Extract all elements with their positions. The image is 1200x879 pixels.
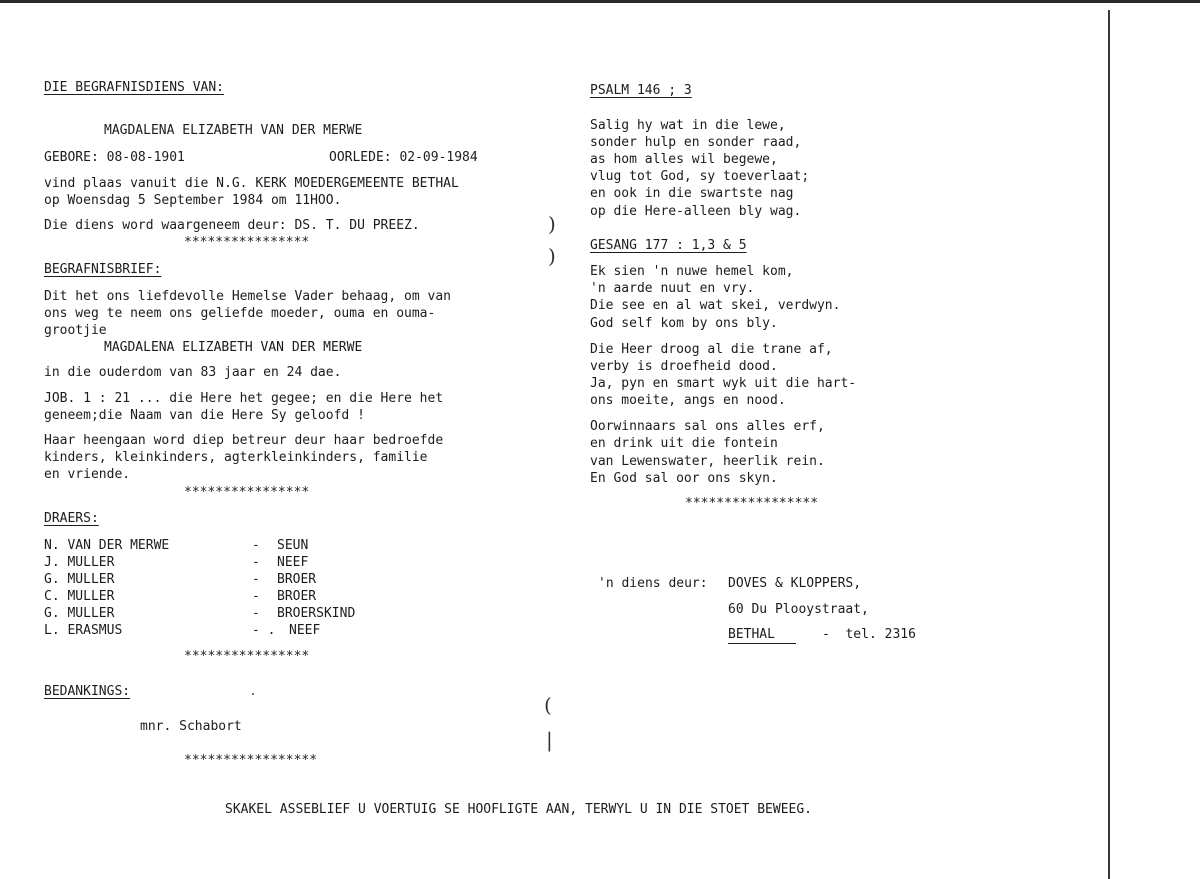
separator-stars: **************** [184, 485, 310, 500]
letter-line: Dit het ons liefdevolle Hemelse Vader behaag, om van [44, 289, 451, 304]
bearer-relation: BROER [277, 572, 317, 587]
fold-mark: ) [548, 244, 556, 268]
thanks-name: mnr. Schabort [140, 719, 242, 734]
letter-line: grootjie [44, 323, 107, 338]
letter-line: ons weg te neem ons geliefde moeder, ouma en ouma- [44, 306, 436, 321]
service-heading: DIE BEGRAFNISDIENS VAN: [44, 80, 225, 95]
bearer-name: L. ERASMUS [44, 623, 123, 638]
bearer-dash: - [252, 606, 260, 621]
age-line: in die ouderdom van 83 jaar en 24 dae. [44, 365, 342, 380]
hymn-line: van Lewenswater, heerlik rein. [590, 454, 825, 469]
hymn-line: Die Heer droog al die trane af, [590, 342, 833, 357]
hymn-line: Ek sien 'n nuwe hemel kom, [590, 264, 794, 279]
date-line: op Woensdag 5 September 1984 om 11HOO. [44, 193, 342, 208]
psalm-line: sonder hulp en sonder raad, [590, 135, 802, 150]
psalm-line: as hom alles wil begewe, [590, 152, 778, 167]
hymn-line: verby is droefheid dood. [590, 359, 778, 374]
bearers-heading: DRAERS: [44, 511, 99, 526]
deceased-name: MAGDALENA ELIZABETH VAN DER MERWE [104, 123, 363, 138]
psalm-line: op die Here-alleen bly wag. [590, 204, 802, 219]
hymn-line: 'n aarde nuut en vry. [590, 281, 755, 296]
bearer-name: N. VAN DER MERWE [44, 538, 170, 553]
mourning-line: kinders, kleinkinders, agterkleinkinders, familie [44, 450, 428, 465]
psalm-line: vlug tot God, sy toeverlaat; [590, 169, 810, 184]
separator-stars: ***************** [184, 753, 318, 768]
hymn-line: God self kom by ons bly. [590, 316, 778, 331]
bearer-dash: - [252, 538, 260, 553]
bearer-relation: NEEF [289, 623, 321, 638]
psalm-line: en ook in die swartste nag [590, 186, 794, 201]
bearer-relation: SEUN [277, 538, 309, 553]
officiant-line: Die diens word waargeneem deur: DS. T. DU PREEZ. [44, 218, 420, 233]
bearer-dash: - [252, 572, 260, 587]
town-underline [728, 643, 796, 644]
hymn-line: Ja, pyn en smart wyk uit die hart- [590, 376, 857, 391]
headlights-notice: SKAKEL ASSEBLIEF U VOERTUIG SE HOOFLIGTE AAN, TERWYL U IN DIE STOET BEWEEG. [225, 802, 812, 817]
letter-name: MAGDALENA ELIZABETH VAN DER MERWE [104, 340, 363, 355]
bearer-relation: BROERSKIND [277, 606, 356, 621]
mourning-line: Haar heengaan word diep betreur deur haar bedroefde [44, 433, 444, 448]
hymn-line: en drink uit die fontein [590, 436, 778, 451]
birth-date: GEBORE: 08-08-1901 [44, 150, 185, 165]
speck [252, 693, 254, 695]
top-edge-line [0, 0, 1200, 3]
bearer-relation: BROER [277, 589, 317, 604]
undertaker-address: 60 Du Plooystraat, [728, 602, 869, 617]
separator-stars: **************** [184, 235, 310, 250]
fold-mark: ) [548, 212, 556, 236]
psalm-heading: PSALM 146 ; 3 [590, 83, 692, 98]
bearer-name: C. MULLER [44, 589, 115, 604]
verse-line: geneem;die Naam van die Here Sy geloofd ! [44, 408, 365, 423]
letter-heading: BEGRAFNISBRIEF: [44, 262, 162, 277]
fold-mark: | [546, 728, 553, 752]
right-edge-line [1108, 10, 1110, 879]
hymn-line: ons moeite, angs en nood. [590, 393, 786, 408]
hymn-line: Oorwinnaars sal ons alles erf, [590, 419, 825, 434]
verse-line: JOB. 1 : 21 ... die Here het gegee; en die Here het [44, 391, 444, 406]
thanks-heading: BEDANKINGS: [44, 684, 131, 699]
undertaker-name: DOVES & KLOPPERS, [728, 576, 862, 591]
hymn-heading: GESANG 177 : 1,3 & 5 [590, 238, 747, 253]
bearer-name: G. MULLER [44, 572, 115, 587]
bearer-dash: - [252, 589, 260, 604]
service-by-label: 'n diens deur: [598, 576, 708, 591]
bearer-dash: - . [252, 623, 276, 638]
undertaker-town: BETHAL [728, 627, 775, 642]
separator-stars: **************** [184, 649, 310, 664]
hymn-line: Die see en al wat skei, verdwyn. [590, 298, 841, 313]
mourning-line: en vriende. [44, 467, 131, 482]
bearer-relation: NEEF [277, 555, 309, 570]
hymn-line: En God sal oor ons skyn. [590, 471, 778, 486]
psalm-line: Salig hy wat in die lewe, [590, 118, 786, 133]
undertaker-phone: - tel. 2316 [822, 627, 916, 642]
venue-line: vind plaas vanuit die N.G. KERK MOEDERGEMEENTE BETHAL [44, 176, 459, 191]
separator-stars: ***************** [685, 496, 819, 511]
bearer-name: G. MULLER [44, 606, 115, 621]
fold-mark: ( [544, 693, 552, 717]
bearer-dash: - [252, 555, 260, 570]
bearer-name: J. MULLER [44, 555, 115, 570]
death-date: OORLEDE: 02-09-1984 [329, 150, 478, 165]
